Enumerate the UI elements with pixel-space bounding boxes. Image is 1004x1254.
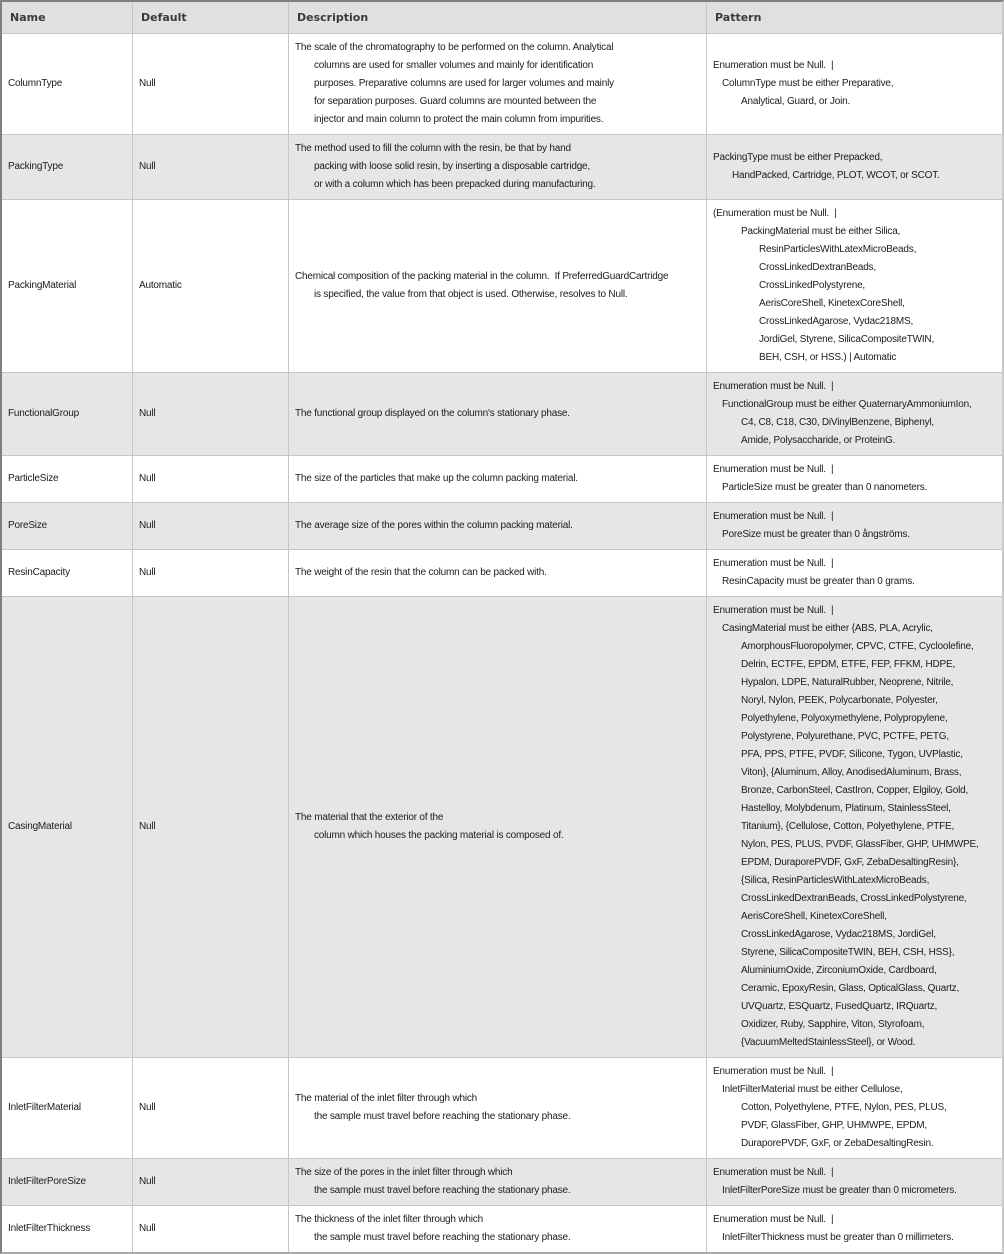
cell-name <box>2 503 133 549</box>
property-default: Null <box>139 821 156 832</box>
table-row <box>2 33 1002 134</box>
description-line: The size of the particles that make up the column packing material. <box>295 473 578 484</box>
description-line: The material of the inlet filter through which <box>295 1093 478 1104</box>
cell-description <box>289 503 707 549</box>
description-line: The size of the pores in the inlet filter through which <box>295 1167 513 1178</box>
description-line: The scale of the chromatography to be performed on the column. Analytical <box>295 42 614 53</box>
table-row <box>2 372 1002 455</box>
cell-name <box>2 373 133 455</box>
pattern-line: CrossLinkedAgarose, Vydac218MS, <box>759 316 914 327</box>
description-line: packing with loose solid resin, by inserting a disposable cartridge, <box>314 161 590 172</box>
pattern-line: Enumeration must be Null. | <box>713 1066 834 1077</box>
pattern-line: Hastelloy, Molybdenum, Platinum, StainlessSteel, <box>741 803 951 814</box>
pattern-line: BEH, CSH, or HSS.) | Automatic <box>759 352 897 363</box>
cell-default <box>133 34 289 134</box>
description-line: is specified, the value from that object is used. Otherwise, resolves to Null. <box>314 289 628 300</box>
pattern-line: ColumnType must be either Preparative, <box>722 78 894 89</box>
pattern-line: PVDF, GlassFiber, GHP, UHMWPE, EPDM, <box>741 1120 927 1131</box>
description-line: purposes. Preparative columns are used for larger volumes and mainly <box>314 78 614 89</box>
pattern-line: Titanium}, {Cellulose, Cotton, Polyethylene, PTFE, <box>741 821 955 832</box>
description-line: The thickness of the inlet filter through which <box>295 1214 483 1225</box>
pattern-line: AerisCoreShell, KinetexCoreShell, <box>759 298 905 309</box>
pattern-line: Delrin, ECTFE, EPDM, ETFE, FEP, FFKM, HDPE, <box>741 659 956 670</box>
table-body <box>2 33 1002 1252</box>
header-cell-description: Description <box>289 2 707 33</box>
cell-default <box>133 200 289 372</box>
pattern-line: ResinParticlesWithLatexMicroBeads, <box>759 244 917 255</box>
cell-description <box>289 456 707 502</box>
cell-pattern <box>707 135 1002 199</box>
property-name: InletFilterMaterial <box>8 1102 81 1113</box>
cell-pattern <box>707 1159 1002 1205</box>
description-line: The functional group displayed on the column's stationary phase. <box>295 408 570 419</box>
pattern-line: Enumeration must be Null. | <box>713 1167 834 1178</box>
pattern-line: JordiGel, Styrene, SilicaCompositeTWIN, <box>759 334 935 345</box>
property-default: Automatic <box>139 280 182 291</box>
description-line: The method used to fill the column with the resin, be that by hand <box>295 143 571 154</box>
cell-default <box>133 456 289 502</box>
description-line: The material that the exterior of the <box>295 812 444 823</box>
header-cell-default: Default <box>133 2 289 33</box>
property-name: PackingType <box>8 161 64 172</box>
pattern-line: Nylon, PES, PLUS, PVDF, GlassFiber, GHP, UHMWPE, <box>741 839 979 850</box>
pattern-line: InletFilterThickness must be greater than 0 millimeters. <box>722 1232 954 1243</box>
property-default: Null <box>139 1176 156 1187</box>
pattern-line: AmorphousFluoropolymer, CPVC, CTFE, Cycloolefine, <box>741 641 974 652</box>
property-name: ColumnType <box>8 78 63 89</box>
cell-default <box>133 1058 289 1158</box>
pattern-line: AluminiumOxide, ZirconiumOxide, Cardboard, <box>741 965 937 976</box>
pattern-line: Noryl, Nylon, PEEK, Polycarbonate, Polyester, <box>741 695 938 706</box>
table-row <box>2 455 1002 502</box>
pattern-line: Hypalon, LDPE, NaturalRubber, Neoprene, Nitrile, <box>741 677 954 688</box>
cell-name <box>2 550 133 596</box>
cell-description <box>289 200 707 372</box>
property-name: InletFilterThickness <box>8 1223 91 1234</box>
pattern-line: ResinCapacity must be greater than 0 grams. <box>722 576 915 587</box>
pattern-line: CrossLinkedAgarose, Vydac218MS, JordiGel, <box>741 929 936 940</box>
cell-default <box>133 1206 289 1252</box>
cell-default <box>133 503 289 549</box>
cell-description <box>289 34 707 134</box>
description-line: Chemical composition of the packing material in the column. If PreferredGuardCartridge <box>295 271 669 282</box>
cell-default <box>133 373 289 455</box>
cell-pattern <box>707 550 1002 596</box>
cell-description <box>289 135 707 199</box>
cell-name <box>2 456 133 502</box>
cell-pattern <box>707 503 1002 549</box>
pattern-line: Enumeration must be Null. | <box>713 511 834 522</box>
cell-description <box>289 1058 707 1158</box>
pattern-line: CrossLinkedDextranBeads, CrossLinkedPolystyrene, <box>741 893 967 904</box>
description-line: The weight of the resin that the column can be packed with. <box>295 567 547 578</box>
description-line: The average size of the pores within the column packing material. <box>295 520 573 531</box>
cell-name <box>2 1206 133 1252</box>
pattern-line: AerisCoreShell, KinetexCoreShell, <box>741 911 887 922</box>
pattern-line: Enumeration must be Null. | <box>713 60 834 71</box>
property-name: ResinCapacity <box>8 567 70 578</box>
cell-name <box>2 1058 133 1158</box>
pattern-line: Ceramic, EpoxyResin, Glass, OpticalGlass, Quartz, <box>741 983 960 994</box>
table-header <box>2 2 1002 33</box>
pattern-line: Cotton, Polyethylene, PTFE, Nylon, PES, PLUS, <box>741 1102 947 1113</box>
pattern-line: (Enumeration must be Null. | <box>713 208 837 219</box>
property-name: FunctionalGroup <box>8 408 79 419</box>
pattern-line: {VacuumMeltedStainlessSteel}, or Wood. <box>741 1037 916 1048</box>
table-row <box>2 134 1002 199</box>
pattern-line: Enumeration must be Null. | <box>713 381 834 392</box>
pattern-line: PackingType must be either Prepacked, <box>713 152 883 163</box>
cell-description <box>289 1206 707 1252</box>
cell-default <box>133 135 289 199</box>
cell-default <box>133 597 289 1057</box>
property-default: Null <box>139 520 156 531</box>
cell-default <box>133 550 289 596</box>
header-cell-pattern: Pattern <box>715 11 762 24</box>
pattern-line: Oxidizer, Ruby, Sapphire, Viton, Styrofoam, <box>741 1019 925 1030</box>
property-default: Null <box>139 567 156 578</box>
pattern-line: PFA, PPS, PTFE, PVDF, Silicone, Tygon, UVPlastic, <box>741 749 963 760</box>
pattern-line: Enumeration must be Null. | <box>713 558 834 569</box>
cell-name <box>2 597 133 1057</box>
property-name: InletFilterPoreSize <box>8 1176 86 1187</box>
cell-name <box>2 135 133 199</box>
pattern-line: Enumeration must be Null. | <box>713 1214 834 1225</box>
header-cell-name: Name <box>2 2 133 33</box>
pattern-line: HandPacked, Cartridge, PLOT, WCOT, or SCOT. <box>732 170 940 181</box>
description-line: the sample must travel before reaching the stationary phase. <box>314 1232 571 1243</box>
pattern-line: C4, C8, C18, C30, DiVinylBenzene, Biphenyl, <box>741 417 934 428</box>
cell-pattern <box>707 373 1002 455</box>
pattern-line: Enumeration must be Null. | <box>713 605 834 616</box>
pattern-line: Bronze, CarbonSteel, CastIron, Copper, Elgiloy, Gold, <box>741 785 969 796</box>
table-row <box>2 1057 1002 1158</box>
cell-pattern <box>707 200 1002 372</box>
cell-description <box>289 373 707 455</box>
pattern-line: CasingMaterial must be either {ABS, PLA, Acrylic, <box>722 623 933 634</box>
pattern-line: FunctionalGroup must be either QuaternaryAmmoniumIon, <box>722 399 972 410</box>
table-row <box>2 549 1002 596</box>
pattern-line: Polyethylene, Polyoxymethylene, Polypropylene, <box>741 713 948 724</box>
property-default: Null <box>139 78 156 89</box>
description-line: or with a column which has been prepacked during manufacturing. <box>314 179 596 190</box>
pattern-line: Enumeration must be Null. | <box>713 464 834 475</box>
pattern-line: UVQuartz, ESQuartz, FusedQuartz, IRQuartz, <box>741 1001 938 1012</box>
description-line: injector and main column to protect the main column from impurities. <box>314 114 604 125</box>
pattern-line: Amide, Polysaccharide, or ProteinG. <box>741 435 896 446</box>
cell-name <box>2 1159 133 1205</box>
description-line: for separation purposes. Guard columns are mounted between the <box>314 96 597 107</box>
table-row <box>2 1158 1002 1205</box>
property-default: Null <box>139 408 156 419</box>
property-name: ParticleSize <box>8 473 59 484</box>
description-line: the sample must travel before reaching the stationary phase. <box>314 1185 571 1196</box>
description-line: the sample must travel before reaching the stationary phase. <box>314 1111 571 1122</box>
table-row <box>2 502 1002 549</box>
pattern-line: Styrene, SilicaCompositeTWIN, BEH, CSH, HSS}, <box>741 947 955 958</box>
cell-description <box>289 1159 707 1205</box>
pattern-line: {Silica, ResinParticlesWithLatexMicroBeads, <box>741 875 930 886</box>
pattern-line: DuraporePVDF, GxF, or ZebaDesaltingResin. <box>741 1138 934 1149</box>
cell-pattern <box>707 34 1002 134</box>
pattern-line: Analytical, Guard, or Join. <box>741 96 851 107</box>
pattern-line: EPDM, DuraporePVDF, GxF, ZebaDesaltingResin}, <box>741 857 959 868</box>
cell-description <box>289 597 707 1057</box>
pattern-line: PoreSize must be greater than 0 ångströms. <box>722 529 910 540</box>
cell-pattern <box>707 597 1002 1057</box>
property-name: PoreSize <box>8 520 47 531</box>
table-row <box>2 199 1002 372</box>
property-default: Null <box>139 1102 156 1113</box>
pattern-line: InletFilterPoreSize must be greater than 0 micrometers. <box>722 1185 957 1196</box>
cell-name <box>2 34 133 134</box>
pattern-line: Polystyrene, Polyurethane, PVC, PCTFE, PETG, <box>741 731 949 742</box>
pattern-line: InletFilterMaterial must be either Cellulose, <box>722 1084 903 1095</box>
cell-default <box>133 1159 289 1205</box>
pattern-line: CrossLinkedPolystyrene, <box>759 280 866 291</box>
property-default: Null <box>139 473 156 484</box>
description-line: columns are used for smaller volumes and mainly for identification <box>314 60 594 71</box>
cell-pattern <box>707 456 1002 502</box>
pattern-line: ParticleSize must be greater than 0 nanometers. <box>722 482 928 493</box>
cell-pattern <box>707 1206 1002 1252</box>
cell-name <box>2 200 133 372</box>
property-default: Null <box>139 1223 156 1234</box>
cell-pattern <box>707 1058 1002 1158</box>
pattern-line: Viton}, {Aluminum, Alloy, AnodisedAluminum, Brass, <box>741 767 962 778</box>
property-name: CasingMaterial <box>8 821 72 832</box>
description-line: column which houses the packing material is composed of. <box>314 830 564 841</box>
property-name: PackingMaterial <box>8 280 77 291</box>
pattern-line: PackingMaterial must be either Silica, <box>741 226 901 237</box>
property-default: Null <box>139 161 156 172</box>
table-row <box>2 1205 1002 1252</box>
pattern-line: CrossLinkedDextranBeads, <box>759 262 876 273</box>
table-row <box>2 596 1002 1057</box>
cell-description <box>289 550 707 596</box>
